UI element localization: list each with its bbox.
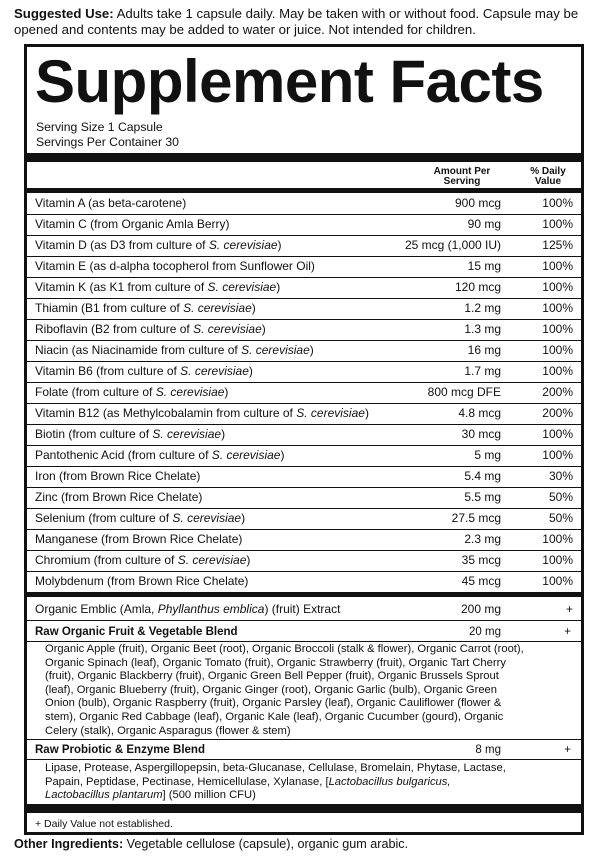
nutrient-row	[27, 235, 581, 257]
fruit-line: (fruit), Organic Blackberry (fruit), Organic Green Bell Pepper (fruit), Organic Brussels Sprout	[45, 670, 499, 683]
footnote: + Daily Value not established.	[35, 818, 173, 830]
nutrient-name: Vitamin A (as beta-carotene)	[35, 196, 187, 210]
nutrient-amount: 5.4 mg	[464, 469, 501, 483]
suggested-use	[14, 6, 589, 38]
nutrient-dv: 50%	[548, 511, 573, 525]
extract-row	[27, 599, 581, 621]
nutrient-dv: 100%	[542, 343, 573, 357]
nutrient-row	[27, 340, 581, 362]
nutrient-name: Thiamin (B1 from culture of S. cerevisiae)	[35, 301, 256, 315]
nutrient-amount: 25 mcg (1,000 IU)	[404, 238, 501, 252]
suggested-use-text: Adults take 1 capsule daily. May be taken with or without food. Capsule may be opened and contents may be added to water or juice. Not intended for children.	[14, 6, 579, 37]
nutrient-dv: 100%	[542, 322, 573, 336]
nutrient-name: Vitamin C (from Organic Amla Berry)	[35, 217, 230, 231]
nutrient-row	[27, 445, 581, 467]
nutrient-amount: 1.2 mg	[464, 301, 501, 315]
other-ingredients-label: Other Ingredients:	[14, 837, 124, 851]
nutrient-dv: 100%	[542, 427, 573, 441]
nutrient-dv: 125%	[542, 238, 573, 252]
servings-per-container: Servings Per Container 30	[36, 135, 179, 149]
nutrient-amount: 1.3 mg	[464, 322, 501, 336]
fruit-line: Celery (stalk), Organic Asparagus (flower & stem)	[45, 724, 291, 737]
nutrient-amount: 27.5 mcg	[451, 511, 501, 525]
nutrient-dv: 100%	[542, 364, 573, 378]
nutrient-name: Niacin (as Niacinamide from culture of S. cerevisiae)	[35, 343, 314, 357]
col-header-dv: % Daily Value	[530, 166, 566, 187]
nutrient-amount: 90 mg	[467, 217, 501, 231]
nutrient-row	[27, 571, 581, 592]
nutrient-row	[27, 361, 581, 383]
probiotic-blend-ingredients	[45, 762, 573, 803]
nutrient-row	[27, 319, 581, 341]
nutrient-name: Vitamin B6 (from culture of S. cerevisiae)	[35, 364, 253, 378]
col-header-amount: Amount Per Serving	[433, 166, 491, 187]
nutrient-row	[27, 424, 581, 446]
nutrient-dv: 200%	[542, 406, 573, 420]
fruit-line: stem), Organic Red Cabbage (leaf), Organic Kale (leaf), Organic Cucumber (gourd), Organic	[45, 710, 504, 723]
nutrient-dv: 100%	[542, 280, 573, 294]
nutrient-row	[27, 466, 581, 488]
nutrient-name: Iron (from Brown Rice Chelate)	[35, 469, 201, 483]
nutrient-name: Molybdenum (from Brown Rice Chelate)	[35, 574, 249, 588]
nutrient-amount: 16 mg	[467, 343, 501, 357]
nutrient-name: Vitamin B12 (as Methylcobalamin from culture of S. cerevisiae)	[35, 406, 369, 420]
nutrient-amount: 2.3 mg	[464, 532, 501, 546]
nutrient-amount: 5.5 mg	[464, 490, 501, 504]
nutrient-row	[27, 487, 581, 509]
nutrient-row	[27, 277, 581, 299]
probiotic-line: Lipase, Protease, Aspergillopepsin, beta-Glucanase, Cellulase, Bromelain, Phytase, Lactase,	[45, 762, 506, 774]
nutrient-amount: 15 mg	[467, 259, 501, 273]
nutrient-amount: 45 mcg	[461, 574, 501, 588]
fruit-line: Onion (bulb), Organic Raspberry (fruit), Organic Parsley (leaf), Organic Cauliflower (flower &	[45, 697, 502, 710]
nutrient-dv: 50%	[548, 490, 573, 504]
nutrient-name: Biotin (from culture of S. cerevisiae)	[35, 427, 226, 441]
nutrient-row	[27, 298, 581, 320]
nutrient-name: Folate (from culture of S. cerevisiae)	[35, 385, 229, 399]
nutrient-name: Riboflavin (B2 from culture of S. cerevisiae)	[35, 322, 266, 336]
other-ingredients-text: Vegetable cellulose (capsule), organic gum arabic.	[123, 837, 409, 851]
nutrient-name: Manganese (from Brown Rice Chelate)	[35, 532, 243, 546]
nutrient-dv: 100%	[542, 217, 573, 231]
suggested-use-label: Suggested Use:	[14, 6, 114, 21]
probiotic-blend-rule	[27, 759, 581, 760]
nutrient-amount: 35 mcg	[461, 553, 501, 567]
extract-dv: +	[565, 602, 573, 616]
nutrient-row	[27, 193, 581, 215]
nutrient-name: Pantothenic Acid (from culture of S. cerevisiae)	[35, 448, 285, 462]
probiotic-blend-dv: +	[564, 744, 571, 756]
nutrient-name: Chromium (from culture of S. cerevisiae)	[35, 553, 251, 567]
nutrient-dv: 100%	[542, 196, 573, 210]
serving-size: Serving Size 1 Capsule	[36, 120, 163, 134]
probiotic-blend-amount: 8 mg	[475, 744, 501, 756]
fruit-blend-header	[27, 622, 581, 642]
nutrient-name: Vitamin D (as D3 from culture of S. cerevisiae)	[35, 238, 282, 252]
nutrient-dv: 100%	[542, 301, 573, 315]
nutrient-dv: 100%	[542, 448, 573, 462]
nutrient-row	[27, 550, 581, 572]
panel-title: Supplement Facts	[35, 48, 544, 115]
nutrient-amount: 900 mcg	[454, 196, 501, 210]
fruit-blend-rule	[27, 641, 581, 642]
fruit-blend-ingredients	[45, 643, 573, 738]
fruit-blend-name: Raw Organic Fruit & Vegetable Blend	[35, 626, 238, 638]
probiotic-blend-name: Raw Probiotic & Enzyme Blend	[35, 744, 205, 756]
nutrient-amount: 120 mcg	[454, 280, 501, 294]
extract-name: Organic Emblic (Amla, Phyllanthus emblica) (fruit) Extract	[35, 602, 341, 616]
nutrient-dv: 200%	[542, 385, 573, 399]
nutrient-amount: 1.7 mg	[464, 364, 501, 378]
nutrient-name: Selenium (from culture of S. cerevisiae)	[35, 511, 246, 525]
nutrient-amount: 30 mcg	[461, 427, 501, 441]
nutrient-dv: 100%	[542, 532, 573, 546]
nutrient-name: Zinc (from Brown Rice Chelate)	[35, 490, 203, 504]
fruit-blend-amount: 20 mg	[469, 626, 501, 638]
other-ingredients	[14, 837, 408, 851]
nutrient-row	[27, 508, 581, 530]
fruit-line: (leaf), Organic Blueberry (fruit), Organic Ginger (root), Organic Garlic (bulb), Organic Green	[45, 683, 498, 696]
nutrient-row	[27, 382, 581, 404]
nutrient-amount: 4.8 mcg	[458, 406, 501, 420]
nutrient-row	[27, 403, 581, 425]
nutrient-name: Vitamin K (as K1 from culture of S. cerevisiae)	[35, 280, 281, 294]
thick-divider-top	[27, 153, 581, 162]
fruit-blend-dv: +	[564, 626, 571, 638]
extract-amount: 200 mg	[460, 602, 501, 616]
nutrient-row	[27, 256, 581, 278]
nutrient-dv: 100%	[542, 259, 573, 273]
probiotic-line: Papain, Peptidase, Pectinase, Hemicellulase, Xylanase, [Lactobacillus bulgaricus,	[45, 775, 451, 788]
supplement-facts-panel	[24, 44, 584, 835]
nutrient-dv: 100%	[542, 553, 573, 567]
nutrient-amount: 800 mcg DFE	[427, 385, 501, 399]
nutrient-dv: 30%	[548, 469, 573, 483]
thick-divider-mid	[27, 592, 581, 597]
fruit-line: Organic Apple (fruit), Organic Beet (root), Organic Broccoli (stalk & flower), Organic Carrot (root),	[45, 643, 524, 655]
nutrient-dv: 100%	[542, 574, 573, 588]
thick-divider-bottom	[27, 804, 581, 813]
nutrient-name: Vitamin E (as d-alpha tocopherol from Sunflower Oil)	[35, 259, 315, 273]
nutrient-amount: 5 mg	[474, 448, 501, 462]
nutrient-row	[27, 214, 581, 236]
fruit-line: Organic Spinach (leaf), Organic Tomato (fruit), Organic Strawberry (fruit), Organic Tart Cherry	[45, 656, 506, 669]
probiotic-line: Lactobacillus plantarum] (500 million CFU)	[45, 789, 256, 802]
probiotic-blend-header	[27, 740, 581, 760]
nutrient-row	[27, 529, 581, 551]
